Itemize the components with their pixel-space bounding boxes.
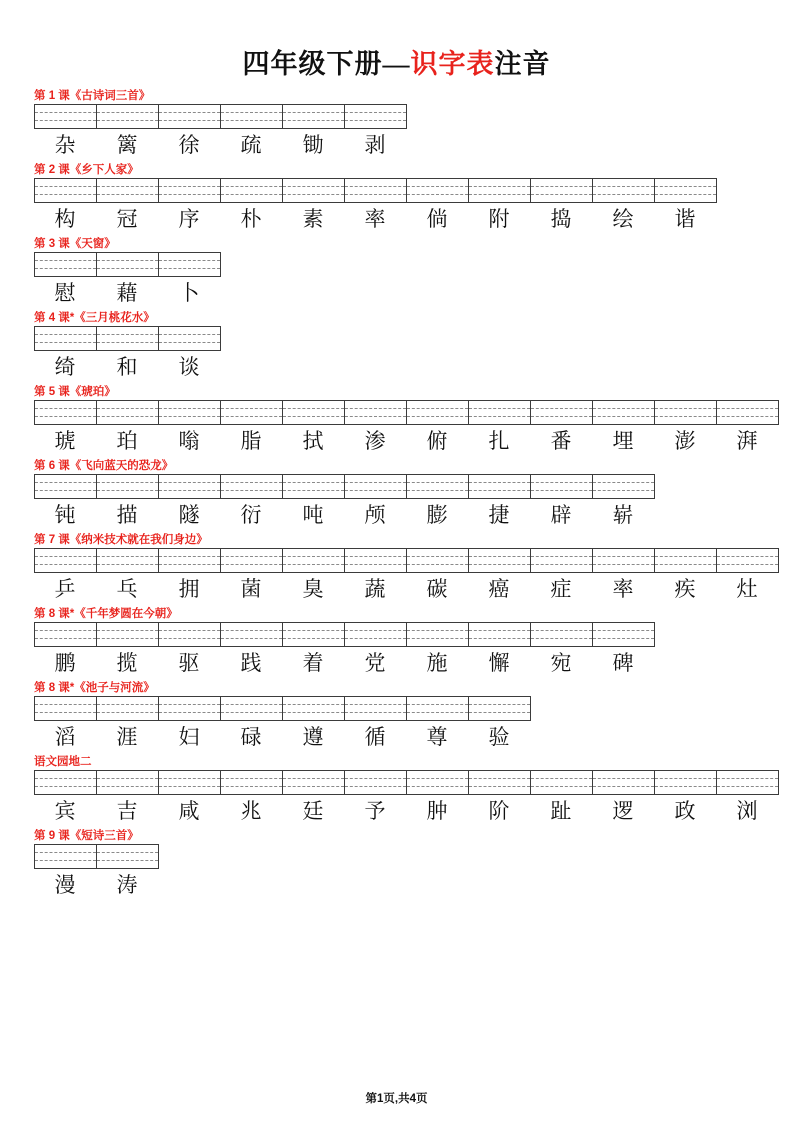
- pinyin-grid-row: [34, 474, 655, 499]
- pinyin-write-cell[interactable]: [593, 549, 655, 573]
- character-cell: 捷: [488, 503, 510, 527]
- character-cell: 埋: [612, 429, 634, 453]
- character-row: [34, 648, 654, 678]
- pinyin-write-cell[interactable]: [97, 253, 159, 277]
- character-cell: 臭: [302, 577, 324, 601]
- pinyin-write-cell[interactable]: [35, 327, 97, 351]
- pinyin-write-cell[interactable]: [345, 697, 407, 721]
- character-row: [34, 204, 716, 234]
- pinyin-grid-row: [34, 104, 407, 129]
- pinyin-write-cell[interactable]: [159, 771, 221, 795]
- character-cell: 政: [674, 799, 696, 823]
- pinyin-write-cell[interactable]: [283, 475, 345, 499]
- character-cell: 衍: [240, 503, 262, 527]
- character-row: [34, 278, 220, 308]
- lesson-title: 第 7 课《纳米技术就在我们身边》: [34, 534, 208, 546]
- pinyin-write-cell[interactable]: [97, 179, 159, 203]
- lesson-title: 第 8 课*《池子与河流》: [34, 682, 155, 694]
- pinyin-write-cell[interactable]: [221, 623, 283, 647]
- character-cell: 谈: [178, 355, 200, 379]
- pinyin-write-cell[interactable]: [407, 549, 469, 573]
- character-cell: 俯: [426, 429, 448, 453]
- lesson-title: 第 6 课《飞向蓝天的恐龙》: [34, 460, 174, 472]
- lesson-section: [28, 237, 765, 308]
- lesson-section: [28, 533, 765, 604]
- character-cell: 浏: [736, 799, 758, 823]
- pinyin-write-cell[interactable]: [159, 105, 221, 129]
- lesson-section: [28, 755, 765, 826]
- character-cell: 拥: [178, 577, 200, 601]
- character-cell: 序: [178, 207, 200, 231]
- character-cell: 冠: [116, 207, 138, 231]
- pinyin-write-cell[interactable]: [345, 475, 407, 499]
- lesson-section: [28, 459, 765, 530]
- character-cell: 隧: [178, 503, 200, 527]
- character-cell: 阶: [488, 799, 510, 823]
- pinyin-write-cell[interactable]: [655, 549, 717, 573]
- pinyin-write-cell[interactable]: [469, 623, 531, 647]
- character-cell: 绮: [54, 355, 76, 379]
- character-cell: 施: [426, 651, 448, 675]
- character-cell: 朴: [240, 207, 262, 231]
- pinyin-write-cell[interactable]: [159, 697, 221, 721]
- pinyin-write-cell[interactable]: [283, 401, 345, 425]
- pinyin-write-cell[interactable]: [345, 179, 407, 203]
- character-cell: 篱: [116, 133, 138, 157]
- page-title: [28, 0, 765, 87]
- pinyin-write-cell[interactable]: [35, 105, 97, 129]
- character-cell: 循: [364, 725, 386, 749]
- pinyin-grid-row: [34, 770, 779, 795]
- character-cell: 遵: [302, 725, 324, 749]
- character-row: [34, 722, 530, 752]
- page-title-highlight: 识字表: [410, 49, 495, 79]
- pinyin-write-cell[interactable]: [345, 549, 407, 573]
- lesson-section: [28, 89, 765, 160]
- character-cell: 崭: [612, 503, 634, 527]
- character-cell: 嗡: [178, 429, 200, 453]
- pinyin-write-cell[interactable]: [531, 623, 593, 647]
- character-row: [34, 796, 778, 826]
- pinyin-write-cell[interactable]: [221, 475, 283, 499]
- character-row: [34, 130, 406, 160]
- pinyin-grid-row: [34, 400, 779, 425]
- pinyin-write-cell[interactable]: [159, 623, 221, 647]
- pinyin-write-cell[interactable]: [221, 697, 283, 721]
- lesson-title: 第 2 课《乡下人家》: [34, 164, 139, 176]
- character-cell: 倘: [426, 207, 448, 231]
- character-cell: 症: [550, 577, 572, 601]
- pinyin-write-cell[interactable]: [531, 549, 593, 573]
- lesson-section: [28, 311, 765, 382]
- character-cell: 妇: [178, 725, 200, 749]
- character-cell: 素: [302, 207, 324, 231]
- character-cell: 疏: [240, 133, 262, 157]
- character-cell: 膨: [426, 503, 448, 527]
- character-cell: 蔬: [364, 577, 386, 601]
- character-cell: 珀: [116, 429, 138, 453]
- character-cell: 懈: [488, 651, 510, 675]
- character-cell: 吨: [302, 503, 324, 527]
- pinyin-write-cell[interactable]: [593, 623, 655, 647]
- character-cell: 剥: [364, 133, 386, 157]
- pinyin-write-cell[interactable]: [97, 475, 159, 499]
- pinyin-write-cell[interactable]: [469, 475, 531, 499]
- pinyin-write-cell[interactable]: [97, 549, 159, 573]
- character-cell: 琥: [54, 429, 76, 453]
- character-cell: 绘: [612, 207, 634, 231]
- pinyin-write-cell[interactable]: [593, 401, 655, 425]
- character-cell: 廷: [302, 799, 324, 823]
- pinyin-write-cell[interactable]: [35, 475, 97, 499]
- pinyin-write-cell[interactable]: [35, 623, 97, 647]
- pinyin-write-cell[interactable]: [345, 771, 407, 795]
- character-cell: 碳: [426, 577, 448, 601]
- pinyin-write-cell[interactable]: [407, 771, 469, 795]
- pinyin-write-cell[interactable]: [593, 475, 655, 499]
- pinyin-write-cell[interactable]: [221, 105, 283, 129]
- character-cell: 谐: [674, 207, 696, 231]
- pinyin-write-cell[interactable]: [159, 549, 221, 573]
- character-cell: 卜: [178, 281, 200, 305]
- pinyin-write-cell[interactable]: [97, 845, 159, 869]
- character-cell: 疾: [674, 577, 696, 601]
- character-cell: 碑: [612, 651, 634, 675]
- pinyin-write-cell[interactable]: [345, 623, 407, 647]
- pinyin-write-cell[interactable]: [345, 105, 407, 129]
- character-cell: 捣: [550, 207, 572, 231]
- pinyin-write-cell[interactable]: [283, 549, 345, 573]
- lesson-sections: [28, 89, 765, 900]
- pinyin-write-cell[interactable]: [283, 771, 345, 795]
- lesson-section: [28, 385, 765, 456]
- pinyin-write-cell[interactable]: [35, 845, 97, 869]
- pinyin-write-cell[interactable]: [97, 105, 159, 129]
- character-row: [34, 574, 778, 604]
- pinyin-write-cell[interactable]: [221, 549, 283, 573]
- pinyin-write-cell[interactable]: [469, 401, 531, 425]
- character-cell: 杂: [54, 133, 76, 157]
- lesson-section: [28, 163, 765, 234]
- page-footer: 第1页,共4页: [365, 1093, 428, 1105]
- lesson-title: 第 3 课《天窗》: [34, 238, 116, 250]
- character-cell: 澎: [674, 429, 696, 453]
- character-row: [34, 352, 220, 382]
- pinyin-write-cell[interactable]: [221, 771, 283, 795]
- character-cell: 予: [364, 799, 386, 823]
- pinyin-write-cell[interactable]: [655, 179, 717, 203]
- pinyin-write-cell[interactable]: [283, 105, 345, 129]
- pinyin-write-cell[interactable]: [345, 401, 407, 425]
- pinyin-write-cell[interactable]: [531, 475, 593, 499]
- character-cell: 揽: [116, 651, 138, 675]
- lesson-section: [28, 681, 765, 752]
- character-cell: 涛: [116, 873, 138, 897]
- pinyin-grid-row: [34, 622, 655, 647]
- pinyin-write-cell[interactable]: [35, 549, 97, 573]
- pinyin-write-cell[interactable]: [469, 697, 531, 721]
- pinyin-write-cell[interactable]: [35, 179, 97, 203]
- character-row: [34, 870, 158, 900]
- pinyin-grid-row: [34, 178, 717, 203]
- character-cell: 藉: [116, 281, 138, 305]
- pinyin-write-cell[interactable]: [531, 179, 593, 203]
- lesson-title: 第 1 课《古诗词三首》: [34, 90, 151, 102]
- pinyin-write-cell[interactable]: [531, 771, 593, 795]
- pinyin-write-cell[interactable]: [283, 623, 345, 647]
- character-cell: 咸: [178, 799, 200, 823]
- character-cell: 渗: [364, 429, 386, 453]
- pinyin-write-cell[interactable]: [593, 771, 655, 795]
- character-cell: 漫: [54, 873, 76, 897]
- pinyin-write-cell[interactable]: [159, 253, 221, 277]
- character-cell: 率: [612, 577, 634, 601]
- character-cell: 附: [488, 207, 510, 231]
- character-cell: 宾: [54, 799, 76, 823]
- pinyin-write-cell[interactable]: [283, 179, 345, 203]
- character-cell: 碌: [240, 725, 262, 749]
- character-cell: 乓: [116, 577, 138, 601]
- character-cell: 践: [240, 651, 262, 675]
- page-title-suffix: 注音: [494, 49, 551, 79]
- character-cell: 逻: [612, 799, 634, 823]
- pinyin-write-cell[interactable]: [469, 549, 531, 573]
- pinyin-grid-row: [34, 844, 159, 869]
- character-cell: 菌: [240, 577, 262, 601]
- pinyin-write-cell[interactable]: [283, 697, 345, 721]
- character-cell: 着: [302, 651, 324, 675]
- pinyin-write-cell[interactable]: [407, 179, 469, 203]
- character-cell: 验: [488, 725, 510, 749]
- pinyin-write-cell[interactable]: [159, 179, 221, 203]
- character-cell: 湃: [736, 429, 758, 453]
- pinyin-write-cell[interactable]: [35, 697, 97, 721]
- character-cell: 趾: [550, 799, 572, 823]
- character-cell: 辟: [550, 503, 572, 527]
- character-cell: 党: [364, 651, 386, 675]
- character-cell: 慰: [54, 281, 76, 305]
- character-cell: 和: [116, 355, 138, 379]
- lesson-title: 第 8 课*《千年梦圆在今朝》: [34, 608, 178, 620]
- pinyin-write-cell[interactable]: [97, 327, 159, 351]
- character-cell: 鹏: [54, 651, 76, 675]
- character-cell: 涯: [116, 725, 138, 749]
- pinyin-write-cell[interactable]: [717, 771, 779, 795]
- character-cell: 脂: [240, 429, 262, 453]
- character-cell: 滔: [54, 725, 76, 749]
- character-cell: 描: [116, 503, 138, 527]
- lesson-title: 第 5 课《琥珀》: [34, 386, 116, 398]
- pinyin-write-cell[interactable]: [221, 401, 283, 425]
- pinyin-write-cell[interactable]: [407, 623, 469, 647]
- page-title-prefix: 四年级下册—: [242, 49, 411, 79]
- pinyin-write-cell[interactable]: [159, 327, 221, 351]
- character-cell: 驱: [178, 651, 200, 675]
- pinyin-write-cell[interactable]: [97, 697, 159, 721]
- character-cell: 拭: [302, 429, 324, 453]
- pinyin-write-cell[interactable]: [717, 401, 779, 425]
- character-cell: 癌: [488, 577, 510, 601]
- lesson-section: [28, 829, 765, 900]
- character-cell: 扎: [488, 429, 510, 453]
- pinyin-write-cell[interactable]: [407, 475, 469, 499]
- character-row: [34, 426, 778, 456]
- character-cell: 吉: [116, 799, 138, 823]
- character-cell: 宛: [550, 651, 572, 675]
- pinyin-write-cell[interactable]: [593, 179, 655, 203]
- pinyin-write-cell[interactable]: [97, 401, 159, 425]
- character-cell: 徐: [178, 133, 200, 157]
- character-cell: 尊: [426, 725, 448, 749]
- character-row: [34, 500, 654, 530]
- pinyin-write-cell[interactable]: [221, 179, 283, 203]
- pinyin-write-cell[interactable]: [97, 623, 159, 647]
- pinyin-write-cell[interactable]: [655, 771, 717, 795]
- pinyin-write-cell[interactable]: [469, 179, 531, 203]
- lesson-title: 语文园地二: [34, 756, 92, 768]
- pinyin-write-cell[interactable]: [469, 771, 531, 795]
- lesson-section: [28, 607, 765, 678]
- character-cell: 肿: [426, 799, 448, 823]
- character-cell: 率: [364, 207, 386, 231]
- pinyin-write-cell[interactable]: [407, 401, 469, 425]
- character-cell: 乒: [54, 577, 76, 601]
- pinyin-write-cell[interactable]: [159, 475, 221, 499]
- character-cell: 锄: [302, 133, 324, 157]
- pinyin-write-cell[interactable]: [407, 697, 469, 721]
- lesson-title: 第 4 课*《三月桃花水》: [34, 312, 155, 324]
- pinyin-write-cell[interactable]: [717, 549, 779, 573]
- pinyin-write-cell[interactable]: [159, 401, 221, 425]
- pinyin-write-cell[interactable]: [97, 771, 159, 795]
- pinyin-grid-row: [34, 548, 779, 573]
- pinyin-grid-row: [34, 326, 221, 351]
- character-cell: 兆: [240, 799, 262, 823]
- pinyin-write-cell[interactable]: [35, 253, 97, 277]
- pinyin-write-cell[interactable]: [655, 401, 717, 425]
- lesson-title: 第 9 课《短诗三首》: [34, 830, 139, 842]
- pinyin-grid-row: [34, 696, 531, 721]
- character-cell: 番: [550, 429, 572, 453]
- character-cell: 颅: [364, 503, 386, 527]
- pinyin-write-cell[interactable]: [35, 401, 97, 425]
- character-cell: 钝: [54, 503, 76, 527]
- pinyin-write-cell[interactable]: [531, 401, 593, 425]
- character-cell: 灶: [736, 577, 758, 601]
- pinyin-grid-row: [34, 252, 221, 277]
- pinyin-write-cell[interactable]: [35, 771, 97, 795]
- character-cell: 构: [54, 207, 76, 231]
